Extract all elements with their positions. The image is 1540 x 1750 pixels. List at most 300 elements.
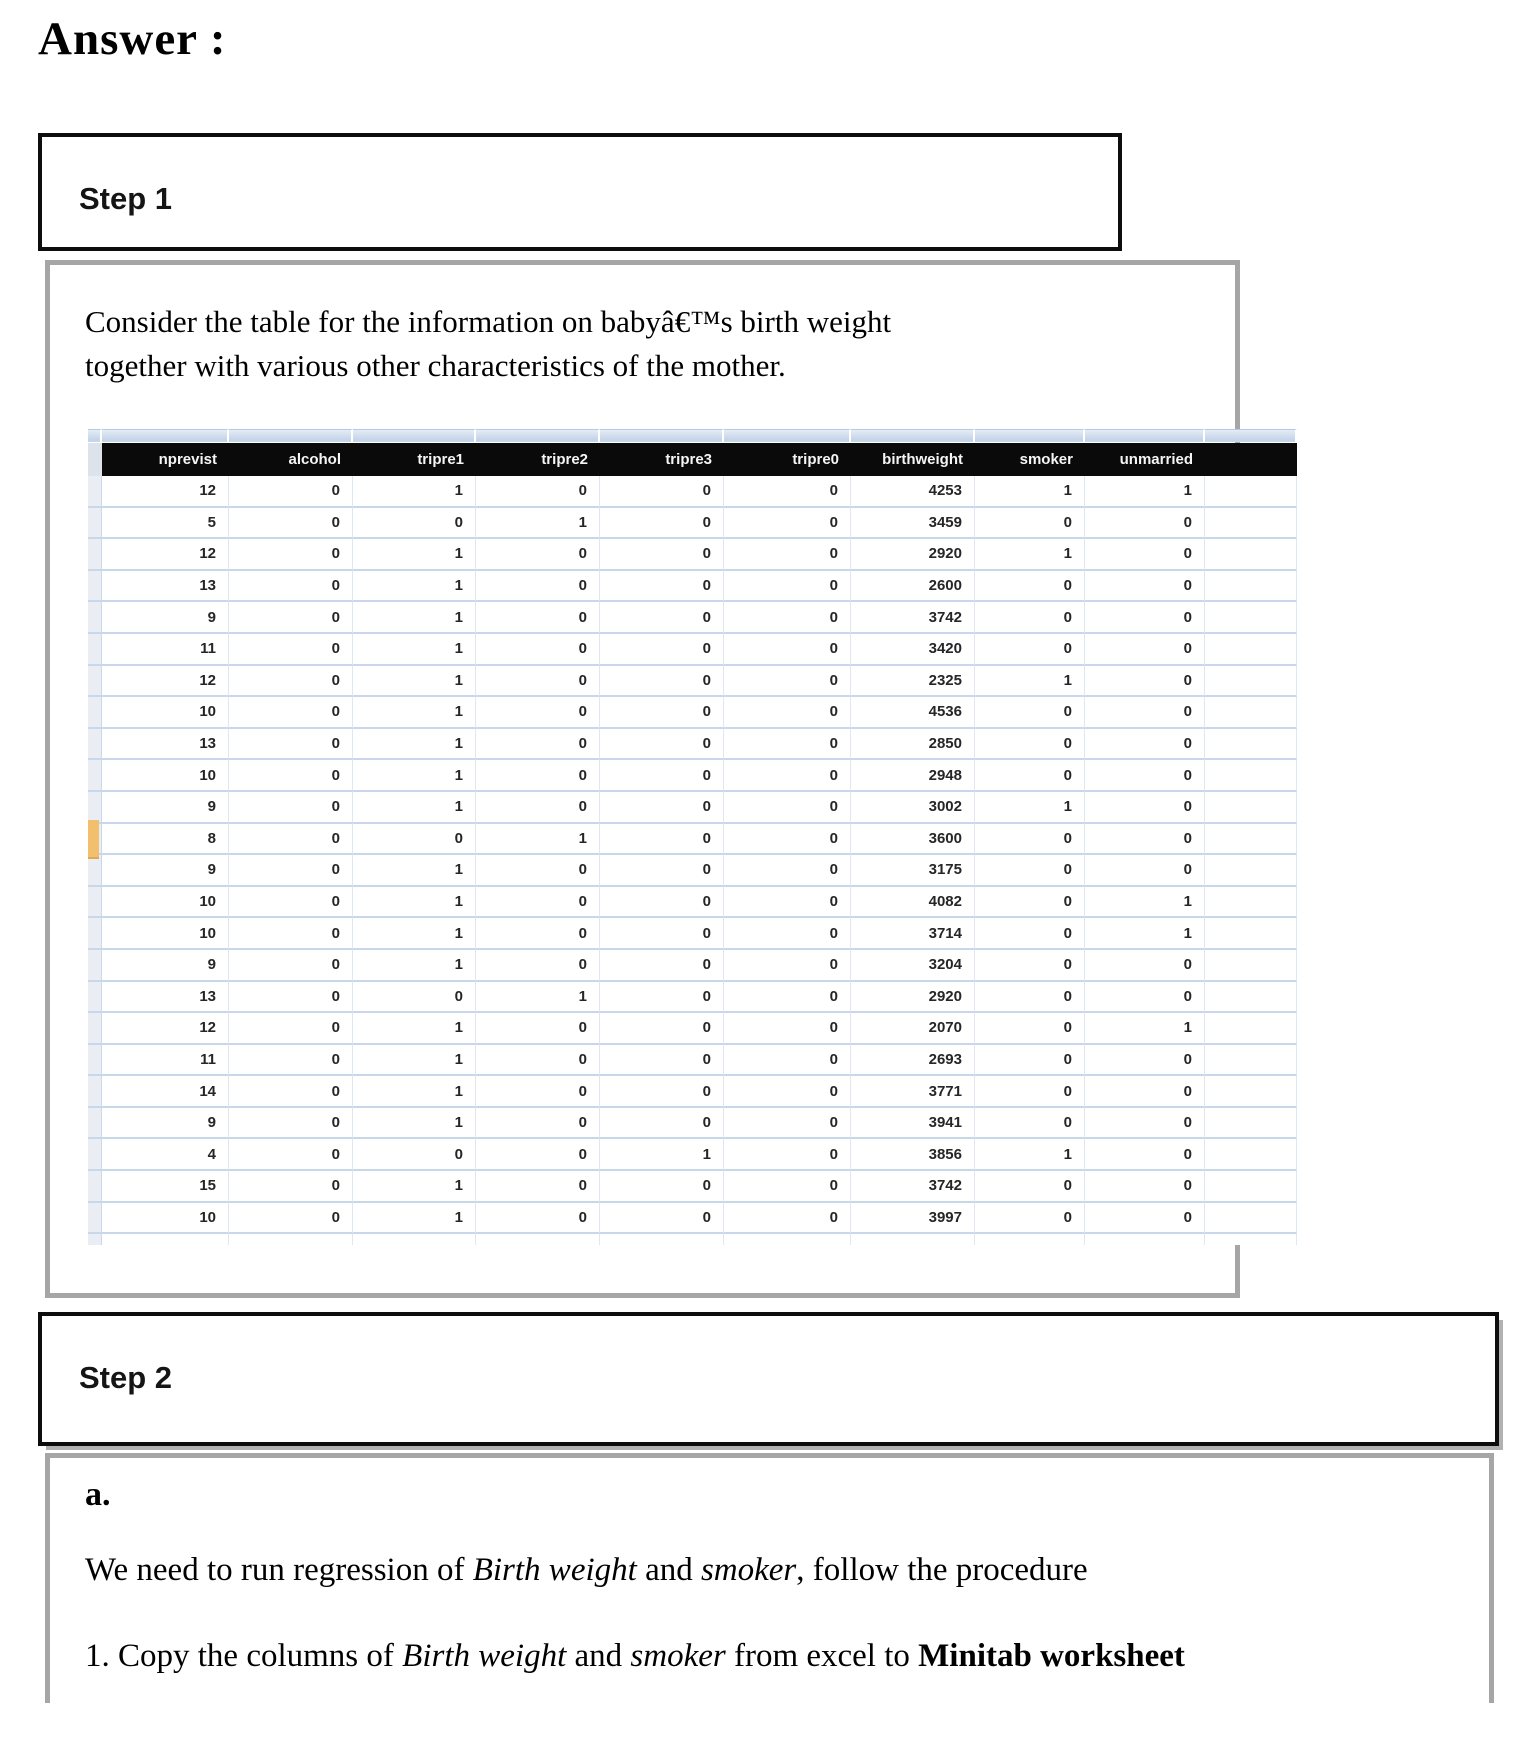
table-cell: 0 bbox=[476, 697, 600, 729]
table-cell-empty bbox=[600, 1234, 724, 1245]
table-cell: 9 bbox=[102, 950, 229, 982]
table-cell: 0 bbox=[476, 602, 600, 634]
table-cell: 0 bbox=[975, 634, 1085, 666]
table-cell: 0 bbox=[476, 887, 600, 919]
table-cell: 0 bbox=[353, 824, 476, 856]
table-cell-empty bbox=[1205, 824, 1297, 856]
row-stub bbox=[88, 602, 102, 634]
table-cell-empty bbox=[1205, 1234, 1297, 1245]
table-row bbox=[88, 539, 1297, 571]
table-cell: 1 bbox=[353, 1203, 476, 1235]
table-cell: 1 bbox=[1085, 887, 1205, 919]
table-cell: 4082 bbox=[851, 887, 975, 919]
table-cell: 0 bbox=[476, 571, 600, 603]
table-cell: 8 bbox=[102, 824, 229, 856]
table-cell: 0 bbox=[476, 1108, 600, 1140]
table-cell: 4 bbox=[102, 1139, 229, 1171]
table-cell-empty bbox=[1205, 508, 1297, 540]
table-cell: 0 bbox=[1085, 508, 1205, 540]
table-cell: 12 bbox=[102, 666, 229, 698]
table-cell: 0 bbox=[476, 1013, 600, 1045]
table-cell: 2920 bbox=[851, 539, 975, 571]
table-row bbox=[88, 792, 1297, 824]
row-stub bbox=[88, 539, 102, 571]
table-cell: 0 bbox=[1085, 1045, 1205, 1077]
table-cell: 0 bbox=[600, 760, 724, 792]
table-cell: 3459 bbox=[851, 508, 975, 540]
table-cell: 2070 bbox=[851, 1013, 975, 1045]
table-cell: 2850 bbox=[851, 729, 975, 761]
table-cell: 0 bbox=[229, 476, 353, 508]
table-cell: 0 bbox=[600, 571, 724, 603]
table-cell: 0 bbox=[724, 1108, 851, 1140]
table-cell: 0 bbox=[724, 887, 851, 919]
excel-strip-cell bbox=[724, 429, 851, 442]
table-cell: 0 bbox=[1085, 950, 1205, 982]
table-cell: 0 bbox=[229, 1108, 353, 1140]
table-cell: 1 bbox=[476, 982, 600, 1014]
table-cell-empty bbox=[1205, 1171, 1297, 1203]
table-cell: 3997 bbox=[851, 1203, 975, 1235]
table-cell: 0 bbox=[724, 1013, 851, 1045]
row-stub bbox=[88, 1171, 102, 1203]
column-header: alcohol bbox=[229, 443, 353, 476]
table-cell: 1 bbox=[353, 697, 476, 729]
table-cell-empty bbox=[102, 1234, 229, 1245]
table-row bbox=[88, 887, 1297, 919]
table-cell: 0 bbox=[600, 1108, 724, 1140]
table-cell: 1 bbox=[353, 729, 476, 761]
table-cell: 2948 bbox=[851, 760, 975, 792]
table-cell: 1 bbox=[353, 887, 476, 919]
excel-strip-cell bbox=[88, 429, 102, 442]
table-cell: 10 bbox=[102, 760, 229, 792]
table-cell: 0 bbox=[1085, 824, 1205, 856]
table-cell: 0 bbox=[975, 760, 1085, 792]
row-stub bbox=[88, 887, 102, 919]
table-cell-empty bbox=[1205, 666, 1297, 698]
table-cell: 0 bbox=[600, 666, 724, 698]
table-cell: 0 bbox=[724, 982, 851, 1014]
table-cell: 0 bbox=[724, 571, 851, 603]
table-cell: 0 bbox=[229, 760, 353, 792]
row-stub bbox=[88, 1045, 102, 1077]
table-cell: 0 bbox=[724, 1139, 851, 1171]
table-cell-empty bbox=[353, 1234, 476, 1245]
table-cell: 13 bbox=[102, 571, 229, 603]
table-cell: 0 bbox=[724, 1076, 851, 1108]
table-row bbox=[88, 824, 1297, 856]
table-cell-empty bbox=[1205, 539, 1297, 571]
table-cell: 1 bbox=[975, 476, 1085, 508]
excel-strip-cell bbox=[1085, 429, 1205, 442]
table-cell: 10 bbox=[102, 887, 229, 919]
table-row bbox=[88, 1171, 1297, 1203]
step2-paragraph bbox=[85, 1552, 1465, 1589]
table-cell: 1 bbox=[353, 539, 476, 571]
column-header: birthweight bbox=[851, 443, 975, 476]
table-cell: 12 bbox=[102, 1013, 229, 1045]
table-cell: 9 bbox=[102, 1108, 229, 1140]
table-cell: 0 bbox=[476, 855, 600, 887]
table-cell: 1 bbox=[353, 760, 476, 792]
table-row bbox=[88, 918, 1297, 950]
table-cell: 1 bbox=[353, 855, 476, 887]
table-cell: 0 bbox=[975, 602, 1085, 634]
table-cell-empty bbox=[1205, 1139, 1297, 1171]
table-cell-empty bbox=[1205, 1045, 1297, 1077]
table-cell: 0 bbox=[476, 918, 600, 950]
table-row bbox=[88, 634, 1297, 666]
table-row bbox=[88, 666, 1297, 698]
row-stub bbox=[88, 1013, 102, 1045]
row-stub bbox=[88, 918, 102, 950]
step1-paragraph-line2: together with various other characteristics of the mother. bbox=[85, 348, 786, 383]
table-cell: 0 bbox=[229, 1045, 353, 1077]
table-cell: 0 bbox=[1085, 602, 1205, 634]
table-cell: 0 bbox=[1085, 666, 1205, 698]
table-cell: 12 bbox=[102, 476, 229, 508]
excel-strip-cell bbox=[1205, 429, 1297, 442]
data-table bbox=[88, 443, 1297, 1245]
table-cell-empty bbox=[1205, 855, 1297, 887]
table-cell: 0 bbox=[1085, 982, 1205, 1014]
table-cell: 1 bbox=[1085, 1013, 1205, 1045]
text-segment: Birth weight bbox=[402, 1638, 567, 1674]
step1-label: Step 1 bbox=[79, 181, 173, 216]
table-cell: 0 bbox=[975, 1076, 1085, 1108]
table-cell: 13 bbox=[102, 729, 229, 761]
column-header: tripre2 bbox=[476, 443, 600, 476]
table-cell: 0 bbox=[975, 1045, 1085, 1077]
table-cell: 0 bbox=[1085, 1203, 1205, 1235]
table-cell: 0 bbox=[600, 887, 724, 919]
text-segment: smoker bbox=[630, 1638, 726, 1674]
table-row bbox=[88, 950, 1297, 982]
table-row bbox=[88, 697, 1297, 729]
table-cell: 10 bbox=[102, 1203, 229, 1235]
table-cell: 1 bbox=[476, 824, 600, 856]
table-cell-empty bbox=[975, 1234, 1085, 1245]
column-header-empty bbox=[88, 443, 102, 476]
table-cell: 0 bbox=[600, 634, 724, 666]
table-cell: 1 bbox=[353, 1108, 476, 1140]
row-stub bbox=[88, 1076, 102, 1108]
table-cell: 4536 bbox=[851, 697, 975, 729]
excel-strip-cell bbox=[851, 429, 975, 442]
table-row bbox=[88, 729, 1297, 761]
table-cell: 0 bbox=[1085, 571, 1205, 603]
table-cell: 0 bbox=[724, 697, 851, 729]
text-segment: We need to run regression of bbox=[85, 1552, 473, 1588]
table-cell: 0 bbox=[975, 1013, 1085, 1045]
row-stub bbox=[88, 760, 102, 792]
table-cell: 3941 bbox=[851, 1108, 975, 1140]
table-cell: 0 bbox=[229, 508, 353, 540]
table-cell: 1 bbox=[353, 950, 476, 982]
table-cell: 0 bbox=[600, 697, 724, 729]
table-cell-empty bbox=[1205, 982, 1297, 1014]
table-cell: 3742 bbox=[851, 1171, 975, 1203]
excel-strip-cell bbox=[229, 429, 353, 442]
table-row bbox=[88, 508, 1297, 540]
row-stub bbox=[88, 508, 102, 540]
row-stub bbox=[88, 634, 102, 666]
table-cell: 2325 bbox=[851, 666, 975, 698]
table-cell: 0 bbox=[600, 508, 724, 540]
table-cell-empty bbox=[851, 1234, 975, 1245]
table-cell: 3600 bbox=[851, 824, 975, 856]
table-cell-empty bbox=[1205, 760, 1297, 792]
row-stub bbox=[88, 1139, 102, 1171]
table-cell: 0 bbox=[353, 508, 476, 540]
table-cell: 3742 bbox=[851, 602, 975, 634]
table-cell: 10 bbox=[102, 918, 229, 950]
table-cell: 0 bbox=[724, 508, 851, 540]
table-cell: 14 bbox=[102, 1076, 229, 1108]
table-row bbox=[88, 571, 1297, 603]
table-cell: 2693 bbox=[851, 1045, 975, 1077]
text-segment: from excel to bbox=[725, 1638, 919, 1674]
table-cell: 0 bbox=[975, 1203, 1085, 1235]
step1-paragraph-line1: Consider the table for the information on babyâ€™s birth weight bbox=[85, 304, 892, 339]
table-cell: 0 bbox=[1085, 855, 1205, 887]
table-cell: 0 bbox=[600, 1045, 724, 1077]
table-cell: 3420 bbox=[851, 634, 975, 666]
table-cell: 0 bbox=[975, 855, 1085, 887]
text-segment: and bbox=[566, 1638, 631, 1674]
table-cell: 0 bbox=[229, 571, 353, 603]
table-cell: 0 bbox=[476, 539, 600, 571]
table-cell: 0 bbox=[975, 982, 1085, 1014]
row-stub bbox=[88, 1203, 102, 1235]
table-cell: 0 bbox=[229, 1203, 353, 1235]
row-selection-mark bbox=[88, 820, 99, 859]
table-cell: 0 bbox=[600, 824, 724, 856]
row-stub bbox=[88, 792, 102, 824]
table-cell: 0 bbox=[229, 729, 353, 761]
table-cell: 0 bbox=[229, 1076, 353, 1108]
table-cell: 0 bbox=[724, 1203, 851, 1235]
table-cell-empty bbox=[1205, 950, 1297, 982]
table-cell-empty bbox=[1205, 1076, 1297, 1108]
table-cell: 0 bbox=[229, 1013, 353, 1045]
table-cell: 0 bbox=[724, 760, 851, 792]
table-row bbox=[88, 1139, 1297, 1171]
table-cell: 0 bbox=[724, 476, 851, 508]
table-cell-empty bbox=[1205, 1203, 1297, 1235]
excel-strip-cell bbox=[600, 429, 724, 442]
column-header: tripre3 bbox=[600, 443, 724, 476]
table-cell: 3204 bbox=[851, 950, 975, 982]
table-cell: 1 bbox=[353, 602, 476, 634]
table-cell: 0 bbox=[476, 1203, 600, 1235]
table-cell: 0 bbox=[476, 792, 600, 824]
table-cell: 2920 bbox=[851, 982, 975, 1014]
table-cell: 0 bbox=[600, 1171, 724, 1203]
table-cell: 0 bbox=[476, 476, 600, 508]
table-header-row bbox=[88, 443, 1297, 476]
excel-strip-cell bbox=[476, 429, 600, 442]
table-row bbox=[88, 602, 1297, 634]
table-cell-empty bbox=[724, 1234, 851, 1245]
table-cell: 3856 bbox=[851, 1139, 975, 1171]
table-cell: 0 bbox=[975, 571, 1085, 603]
table-cell: 1 bbox=[476, 508, 600, 540]
table-cell: 1 bbox=[353, 1171, 476, 1203]
table-row bbox=[88, 1108, 1297, 1140]
answer-heading: Answer : bbox=[38, 13, 227, 65]
table-cell: 0 bbox=[600, 950, 724, 982]
table-cell: 0 bbox=[724, 666, 851, 698]
table-cell: 9 bbox=[102, 792, 229, 824]
table-cell: 0 bbox=[476, 729, 600, 761]
row-stub bbox=[88, 666, 102, 698]
table-cell: 3771 bbox=[851, 1076, 975, 1108]
table-cell: 0 bbox=[229, 1171, 353, 1203]
table-cell: 1 bbox=[353, 666, 476, 698]
excel-column-strip bbox=[88, 429, 1297, 442]
table-cell: 12 bbox=[102, 539, 229, 571]
table-cell: 0 bbox=[724, 602, 851, 634]
table-cell: 0 bbox=[229, 982, 353, 1014]
table-cell: 0 bbox=[975, 508, 1085, 540]
row-stub bbox=[88, 855, 102, 887]
table-cell: 5 bbox=[102, 508, 229, 540]
table-cell: 0 bbox=[724, 1045, 851, 1077]
table-cell: 0 bbox=[476, 760, 600, 792]
step2-header-box bbox=[38, 1312, 1499, 1446]
table-cell: 0 bbox=[1085, 1139, 1205, 1171]
table-cell: 0 bbox=[975, 824, 1085, 856]
row-stub bbox=[88, 950, 102, 982]
table-cell: 0 bbox=[476, 634, 600, 666]
table-cell-empty bbox=[1205, 476, 1297, 508]
table-cell: 0 bbox=[1085, 634, 1205, 666]
column-header-empty bbox=[1205, 443, 1297, 476]
table-cell: 0 bbox=[1085, 1171, 1205, 1203]
table-cell: 15 bbox=[102, 1171, 229, 1203]
row-stub bbox=[88, 571, 102, 603]
table-cell: 0 bbox=[229, 1139, 353, 1171]
table-cell: 3175 bbox=[851, 855, 975, 887]
table-row bbox=[88, 476, 1297, 508]
table-cell: 0 bbox=[229, 887, 353, 919]
table-cell: 1 bbox=[353, 634, 476, 666]
step1-header-box bbox=[38, 133, 1122, 251]
table-cell: 0 bbox=[600, 982, 724, 1014]
table-row bbox=[88, 1045, 1297, 1077]
table-cell: 1 bbox=[975, 1139, 1085, 1171]
part-a-label: a. bbox=[85, 1476, 111, 1513]
table-cell: 0 bbox=[975, 1108, 1085, 1140]
table-cell: 0 bbox=[229, 697, 353, 729]
table-cell: 0 bbox=[476, 1171, 600, 1203]
table-row bbox=[88, 1203, 1297, 1235]
table-cell: 0 bbox=[600, 476, 724, 508]
table-cell: 0 bbox=[600, 1013, 724, 1045]
table-row bbox=[88, 982, 1297, 1014]
table-cell-empty bbox=[1085, 1234, 1205, 1245]
step2-label: Step 2 bbox=[79, 1360, 173, 1395]
table-cell-empty bbox=[1205, 1013, 1297, 1045]
table-cell: 1 bbox=[353, 918, 476, 950]
column-header: smoker bbox=[975, 443, 1085, 476]
row-stub bbox=[88, 982, 102, 1014]
table-cell: 0 bbox=[229, 666, 353, 698]
table-cell: 4253 bbox=[851, 476, 975, 508]
empty-grid-row bbox=[88, 1234, 1297, 1245]
table-cell: 0 bbox=[229, 918, 353, 950]
text-segment: and bbox=[636, 1552, 701, 1588]
table-cell: 0 bbox=[975, 1171, 1085, 1203]
table-cell-empty bbox=[1205, 634, 1297, 666]
text-segment: 1. Copy the columns of bbox=[85, 1638, 403, 1674]
table-cell: 0 bbox=[1085, 539, 1205, 571]
table-cell: 0 bbox=[724, 729, 851, 761]
table-cell: 0 bbox=[476, 1076, 600, 1108]
table-cell: 0 bbox=[724, 1171, 851, 1203]
table-cell: 0 bbox=[600, 539, 724, 571]
table-cell: 0 bbox=[476, 1045, 600, 1077]
column-header: nprevist bbox=[102, 443, 229, 476]
table-cell: 3002 bbox=[851, 792, 975, 824]
table-cell-empty bbox=[229, 1234, 353, 1245]
table-cell: 9 bbox=[102, 602, 229, 634]
table-cell: 0 bbox=[600, 729, 724, 761]
table-cell-empty bbox=[1205, 1108, 1297, 1140]
table-cell-empty bbox=[1205, 792, 1297, 824]
column-header: tripre1 bbox=[353, 443, 476, 476]
table-cell: 0 bbox=[600, 918, 724, 950]
excel-strip-cell bbox=[102, 429, 229, 442]
table-cell: 0 bbox=[724, 539, 851, 571]
table-cell: 1 bbox=[353, 792, 476, 824]
spreadsheet bbox=[88, 429, 1297, 1245]
table-cell: 0 bbox=[476, 950, 600, 982]
table-cell: 0 bbox=[229, 855, 353, 887]
table-cell: 0 bbox=[975, 950, 1085, 982]
row-stub bbox=[88, 476, 102, 508]
table-cell: 0 bbox=[724, 918, 851, 950]
table-cell: 0 bbox=[229, 539, 353, 571]
table-cell: 0 bbox=[229, 792, 353, 824]
table-cell: 9 bbox=[102, 855, 229, 887]
text-segment: smoker bbox=[700, 1552, 797, 1588]
table-cell: 0 bbox=[229, 824, 353, 856]
table-cell: 1 bbox=[975, 539, 1085, 571]
table-cell: 0 bbox=[975, 918, 1085, 950]
table-cell-empty bbox=[1205, 697, 1297, 729]
table-cell: 1 bbox=[353, 476, 476, 508]
table-row bbox=[88, 1013, 1297, 1045]
column-header: unmarried bbox=[1085, 443, 1205, 476]
table-row bbox=[88, 1076, 1297, 1108]
table-cell-empty bbox=[1205, 571, 1297, 603]
table-cell-empty bbox=[1205, 918, 1297, 950]
step2-item1 bbox=[85, 1638, 1505, 1675]
table-cell: 0 bbox=[353, 982, 476, 1014]
table-cell: 0 bbox=[724, 824, 851, 856]
table-cell: 0 bbox=[476, 666, 600, 698]
excel-strip-cell bbox=[975, 429, 1085, 442]
table-cell: 0 bbox=[600, 792, 724, 824]
table-cell: 1 bbox=[353, 1013, 476, 1045]
column-header: tripre0 bbox=[724, 443, 851, 476]
table-cell: 10 bbox=[102, 697, 229, 729]
table-cell-empty bbox=[1205, 602, 1297, 634]
table-cell: 1 bbox=[1085, 918, 1205, 950]
